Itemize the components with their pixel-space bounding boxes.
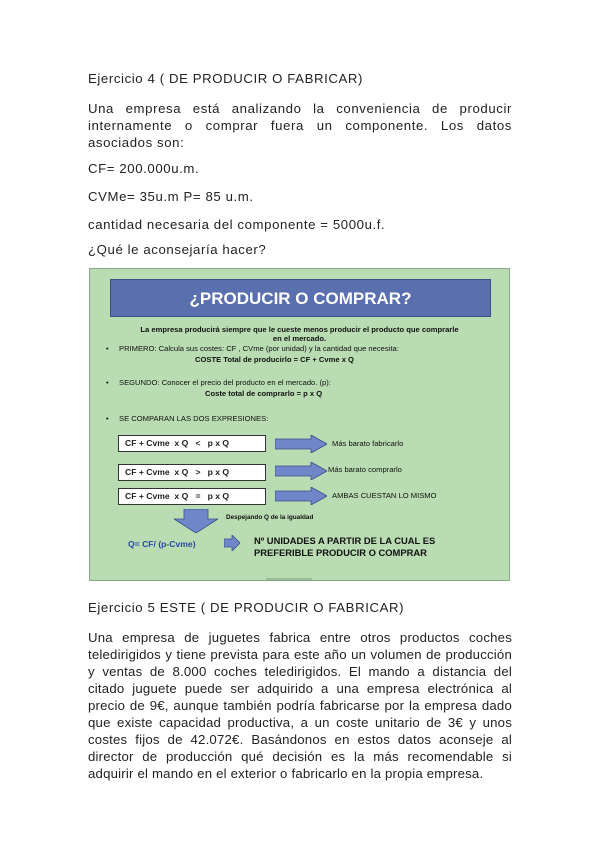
principle-line-1: La empresa producirá siempre que le cueste menos producir el producto que comprarle [140,325,459,334]
comparison-result-cheaper-make: Más barato fabricarlo [332,439,404,448]
bullet-icon: • [106,414,109,423]
exercise-5-body: Una empresa de juguetes fabrica entre otros productos coches teledirigidos y tiene prevista para este año un volumen de producción y ventas de 8.000 coches teledirigidos. El mando a distancia del citado juguete puede ser adquirido a una empresa electrónica al precio de 9€, aunque también podría fabricarse por la empresa dado que existe capacidad productiva, a un coste unitario de 3€ y unos costes fijos de 42.072€. Basándonos en estos datos aconseje al director de producción qué decisión es la más recomendable si adquirir el mando en el exterior o fabricarlo en la propia empresa. [88,630,512,781]
exercise-4-title: Ejercicio 4 ( DE PRODUCIR O FABRICAR) [88,71,363,86]
question-line: ¿Qué le aconsejaría hacer? [88,242,267,257]
fixed-cost-line: CF= 200.000u.m. [88,161,200,176]
slide-footer-divider [266,578,312,580]
bullet-icon: • [106,344,109,353]
right-arrow-icon [224,535,240,551]
units-threshold-line-2: PREFERIBLE PRODUCIR O COMPRAR [254,547,427,558]
comparison-formula-equal: CF + Cvme x Q = p x Q [118,488,266,505]
right-arrow-icon [275,462,327,480]
right-arrow-icon [275,435,327,453]
principle-line-2: en el mercado. [272,334,327,343]
produce-or-buy-slide [89,268,510,581]
exercise-4-intro: Una empresa está analizando la conveniencia de producir internamente o comprar fuera un componente. Los datos asociados son: [88,101,512,150]
comparison-result-same: AMBAS CUESTAN LO MISMO [332,491,437,500]
purchase-cost-formula: Coste total de comprarlo = p x Q [205,389,323,398]
quantity-line: cantidad necesaria del componente = 5000u.f. [88,217,386,232]
exercise-5-title: Ejercicio 5 ESTE ( DE PRODUCIR O FABRICAR) [88,600,405,615]
break-even-formula: Q= CF/ (p-Cvme) [128,539,196,549]
slide-header: ¿PRODUCIR O COMPRAR? [110,279,491,317]
step-two-text: SEGUNDO: Conocer el precio del producto en el mercado. (p): [119,378,331,387]
bullet-icon: • [106,378,109,387]
comparison-result-cheaper-buy: Más barato comprarlo [328,465,402,474]
step-three-text: SE COMPARAN LAS DOS EXPRESIONES: [119,414,269,423]
variable-cost-price-line: CVMe= 35u.m P= 85 u.m. [88,189,254,204]
down-arrow-icon [174,509,218,533]
right-arrow-icon [275,487,327,505]
production-cost-formula: COSTE Total de producirlo = CF + Cvme x Q [195,355,354,364]
comparison-formula-greater: CF + Cvme x Q > p x Q [118,464,266,481]
units-threshold-line-1: Nº UNIDADES A PARTIR DE LA CUAL ES [254,535,436,546]
isolating-q-note: Despejando Q de la igualdad [226,514,314,521]
step-one-text: PRIMERO: Calcula sus costes: CF , CVme (por unidad) y la cantidad que necesita: [119,344,399,353]
comparison-formula-less: CF + Cvme x Q < p x Q [118,435,266,452]
